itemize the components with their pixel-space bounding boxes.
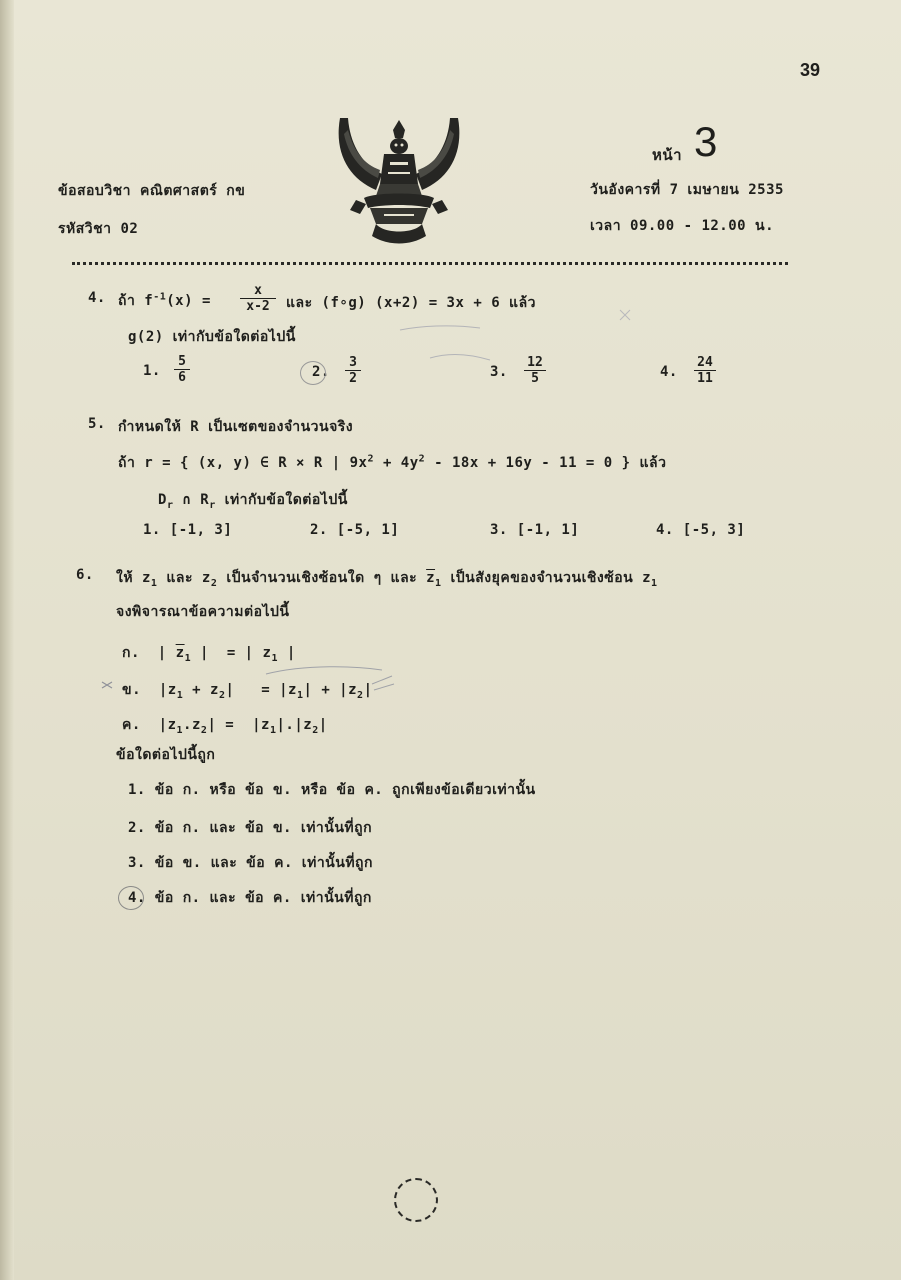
q4-choice-1-label: 1. [143, 363, 161, 379]
q6-number: 6. [76, 567, 94, 583]
page-binding-edge [0, 0, 14, 1280]
q6-choice-1: 1. ข้อ ก. หรือ ข้อ ข. หรือ ข้อ ค. ถูกเพียงข้อเดียวเท่านั้น [128, 782, 536, 798]
q4-choice-1-fraction: 5 6 [174, 354, 190, 385]
q6-statement-c: ค. $|z_1.z_2| = |z_1|.|z_2|$ [122, 717, 328, 736]
q6-choice-4: 4. ข้อ ก. และ ข้อ ค. เท่านั้นที่ถูก [128, 890, 372, 906]
page-number: 39 [800, 60, 821, 80]
q4-fraction: x x-2 [240, 283, 276, 314]
q5-line1: กำหนดให้ R เป็นเซตของจำนวนจริง [118, 419, 354, 435]
q4-choice-4-label: 4. [660, 364, 678, 380]
q6-choice-2: 2. ข้อ ก. และ ข้อ ข. เท่านั้นที่ถูก [128, 820, 373, 836]
q4-line2: g(2) เท่ากับข้อใดต่อไปนี้ [128, 329, 296, 345]
q5-number: 5. [88, 416, 106, 432]
q4-choice-2-label: 2. [312, 364, 330, 380]
page-label: หน้า [652, 146, 683, 164]
q6-question: ข้อใดต่อไปนี้ถูก [116, 747, 216, 763]
page-value: 3 [694, 118, 718, 165]
exam-subject: ข้อสอบวิชา คณิตศาสตร์ กข [58, 183, 246, 199]
handwritten-answer-circle [118, 886, 144, 910]
exam-date: วันอังคารที่ 7 เมษายน 2535 [590, 182, 784, 198]
pencil-annotation-strokes [96, 660, 416, 700]
q5-choice-2: 2. [-5, 1] [310, 522, 400, 538]
q5-choice-4: 4. [-5, 3] [656, 522, 746, 538]
q5-line2: ถ้า r = { (x, y) ∈ R × R | $9x^2 + 4y^2 - 18x + 16y - 11 = 0$ } แล้ว [118, 453, 667, 471]
exam-code: รหัสวิชา 02 [58, 221, 139, 237]
exam-time: เวลา 09.00 - 12.00 น. [590, 218, 775, 234]
q4-line1-mid: และ (f∘g) (x+2) = 3x + 6 แล้ว [286, 295, 537, 311]
q5-choice-3: 3. [-1, 1] [490, 522, 580, 538]
header-divider [72, 262, 788, 265]
q6-statement-a: ก. | $\overline{z}_1$ | = | $z_1$ | [122, 645, 296, 664]
pencil-scribble-strokes [390, 300, 770, 380]
garuda-emblem-icon [334, 112, 464, 248]
q6-line2: จงพิจารณาข้อความต่อไปนี้ [116, 604, 290, 620]
punch-hole-mark [394, 1178, 438, 1222]
q4-line1-prefix: ถ้า $f^{-1}(x)$ = [118, 291, 211, 309]
q5-choice-1: 1. [-1, 3] [143, 522, 233, 538]
q5-line3: $D_r$ ∩ $R_r$ เท่ากับข้อใดต่อไปนี้ [158, 492, 348, 511]
q6-choice-3: 3. ข้อ ข. และ ข้อ ค. เท่านั้นที่ถูก [128, 855, 373, 871]
q4-number: 4. [88, 290, 106, 306]
q4-choice-4-fraction: 24 11 [694, 355, 716, 386]
q6-line1: ให้ $z_1$ และ $z_2$ เป็นจำนวนเชิงซ้อนใด ๆ และ $\overline{z}_1$ เป็นสังยุคของจำนวนเชิงซ้อน $z_1$ [116, 570, 658, 589]
q4-choice-3-label: 3. [490, 364, 508, 380]
q4-choice-2-fraction: 3 2 [345, 355, 361, 386]
handwritten-circle-mark [300, 361, 326, 385]
q4-choice-3-fraction: 12 5 [524, 355, 546, 386]
q6-statement-b: ข. $|z_1 + z_2| = |z_1| + |z_2|$ [122, 682, 373, 701]
